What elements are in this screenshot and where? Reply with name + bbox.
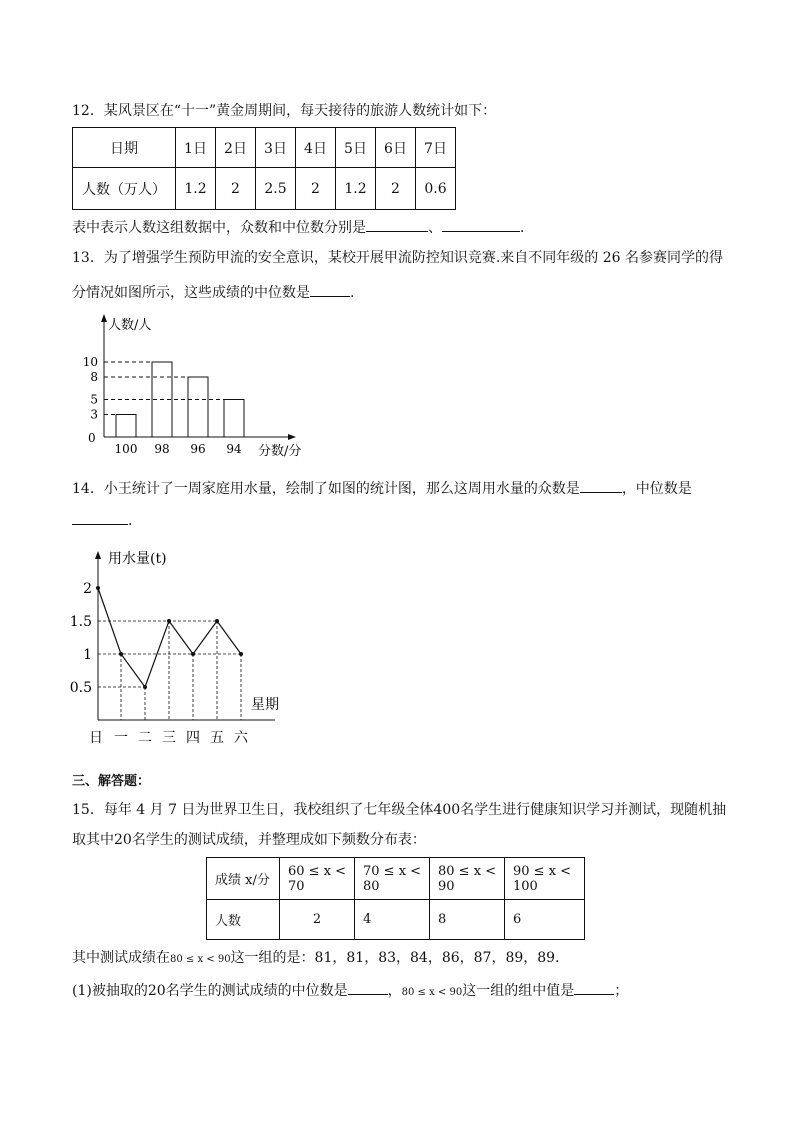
data-point	[96, 586, 100, 590]
q12-value-cell: 0.6	[416, 168, 456, 210]
x-tick-label: 94	[226, 442, 242, 456]
q15-table	[206, 857, 585, 940]
x-tick-label: 100	[114, 442, 138, 456]
data-point	[191, 652, 195, 656]
q15-line2: 取其中20名学生的测试成绩，并整理成如下频数分布表：	[72, 832, 426, 848]
y-tick-label: 1.5	[70, 614, 92, 630]
q13-line1: 13．为了增强学生预防甲流的安全意识，某校开展甲流防控知识竞赛.来自不同年级的 26 名参赛同学的得	[72, 250, 723, 266]
bar	[116, 415, 136, 438]
bar	[188, 377, 208, 437]
x-tick-label: 96	[190, 442, 206, 456]
q13-line2-end: .	[350, 285, 355, 301]
q15-count-cell: 8	[430, 900, 505, 940]
q15-interval-cell: 60 ≤ x < 70	[280, 858, 355, 900]
q14-chart-group	[70, 550, 279, 746]
q12-value-cell: 2	[216, 168, 256, 210]
y-tick-label: 2	[83, 581, 92, 597]
y-axis-arrow	[95, 551, 101, 559]
q14-blank-mode[interactable]	[580, 478, 622, 493]
x-tick-label: 三	[162, 730, 176, 746]
x-tick-label: 五	[210, 730, 224, 746]
q12-header-cell: 5日	[336, 128, 376, 168]
q15-header-label: 成绩 x/分	[207, 858, 280, 900]
q15-count-cell: 6	[505, 900, 585, 940]
q12-blank-mode[interactable]	[366, 217, 428, 232]
data-point	[167, 619, 171, 623]
q14-blank-median[interactable]	[72, 510, 128, 525]
q12-header-cell: 日期	[73, 128, 176, 168]
y-tick-label: 10	[82, 355, 98, 369]
data-point	[143, 685, 147, 689]
q13-line2	[72, 282, 354, 303]
q12-answer-text: 表中表示人数这组数据中，众数和中位数分别是	[72, 220, 366, 236]
x-tick-label: 四	[186, 730, 200, 746]
x-axis-label: 分数/分	[258, 444, 302, 459]
q12-value-cell: 2.5	[256, 168, 296, 210]
q15-sub1-text2: 这一组的组中值是	[462, 983, 575, 999]
y-axis-arrow	[101, 314, 107, 322]
q14-line2	[72, 510, 142, 531]
q12-end: ．	[520, 220, 534, 236]
q15-interval-inline-2: 80 ≤ x < 90	[401, 987, 463, 998]
q14-line1-text: 14．小王统计了一周家庭用水量，绘制了如图的统计图，那么这周用水量的众数是	[72, 481, 580, 497]
q15-sub1-text: (1)被抽取的20名学生的测试成绩的中位数是	[72, 983, 348, 999]
q12-header-cell: 7日	[416, 128, 456, 168]
series-line	[98, 588, 241, 687]
q15-sub1-comma: ，	[387, 983, 402, 999]
q14-line1-text2: ，中位数是	[621, 481, 692, 497]
q12-value-row	[73, 168, 456, 210]
q15-row-label: 人数	[207, 900, 280, 940]
y-tick-label: 3	[90, 407, 98, 422]
q15-blank-median[interactable]	[348, 980, 388, 995]
q12-header-cell: 6日	[376, 128, 416, 168]
q12-value-cell: 1.2	[336, 168, 376, 210]
x-axis-label: 星期	[251, 697, 279, 713]
q12-header-cell: 3日	[256, 128, 296, 168]
x-tick-label: 日	[89, 730, 103, 746]
x-axis-arrow	[288, 434, 296, 440]
q12-value-cell: 2	[296, 168, 336, 210]
q12-stem: 12．某风景区在“十一”黄金周期间，每天接待的旅游人数统计如下：	[72, 103, 497, 119]
q15-interval-cell: 70 ≤ x < 80	[355, 858, 430, 900]
q15-sub1-end: ；	[614, 983, 629, 999]
q13-chart-group	[83, 314, 302, 459]
q13-blank-median[interactable]	[310, 282, 350, 297]
q15-line3	[72, 948, 569, 970]
q14-line2-end: ．	[128, 513, 142, 529]
q15-blank-midpoint[interactable]	[574, 980, 614, 995]
q15-line1: 15．每年 4 月 7 日为世界卫生日，我校组织了七年级全体400名学生进行健康知识学习并测试，现随机抽	[72, 802, 727, 818]
q12-header-cell: 4日	[296, 128, 336, 168]
q15-line3-text2: 这一组的是：81，81，83，84，86，87，89，89．	[230, 950, 570, 966]
q12-header-cell: 1日	[176, 128, 216, 168]
y-axis-label: 人数/人	[108, 318, 152, 333]
y-tick-label: 0.5	[70, 680, 92, 696]
q15-interval-cell: 90 ≤ x < 100	[505, 858, 585, 900]
q12-value-cell: 1.2	[176, 168, 216, 210]
data-point	[119, 652, 123, 656]
y-tick-label: 5	[90, 392, 98, 407]
q12-header-cell: 2日	[216, 128, 256, 168]
q15-count-cell: 2	[280, 900, 355, 940]
q15-count-row	[207, 900, 585, 940]
data-point	[239, 652, 243, 656]
q12-answer-line	[72, 217, 534, 238]
origin-label: 0	[88, 431, 96, 445]
q15-interval-inline: 80 ≤ x < 90	[170, 954, 231, 965]
q12-header-row	[73, 128, 456, 168]
q15-interval-cell: 80 ≤ x < 90	[430, 858, 505, 900]
q15-count-cell: 4	[355, 900, 430, 940]
q15-header-row	[207, 858, 585, 900]
data-point	[215, 619, 219, 623]
q13-bar-chart	[60, 310, 320, 460]
x-tick-label: 二	[138, 730, 152, 746]
q15-line3-text: 其中测试成绩在	[72, 950, 170, 966]
q14-line1	[72, 478, 692, 499]
q12-value-cell: 2	[376, 168, 416, 210]
x-tick-label: 一	[114, 730, 128, 746]
q12-row-label: 人数（万人）	[73, 168, 176, 210]
section-title: 三、解答题：	[72, 774, 151, 789]
x-tick-label: 98	[154, 442, 170, 456]
q14-line-chart	[70, 543, 300, 748]
y-tick-label: 8	[90, 370, 98, 384]
y-tick-label: 1	[83, 647, 92, 663]
bar	[224, 400, 244, 438]
q12-sep: 、	[428, 220, 442, 236]
q15-sub1	[72, 980, 628, 1003]
q12-table	[72, 127, 456, 210]
q13-line2-text: 分情况如图所示，这些成绩的中位数是	[72, 285, 310, 301]
q12-blank-median[interactable]	[442, 217, 520, 232]
y-axis-label: 用水量(t)	[108, 551, 167, 567]
x-tick-label: 六	[234, 730, 248, 746]
